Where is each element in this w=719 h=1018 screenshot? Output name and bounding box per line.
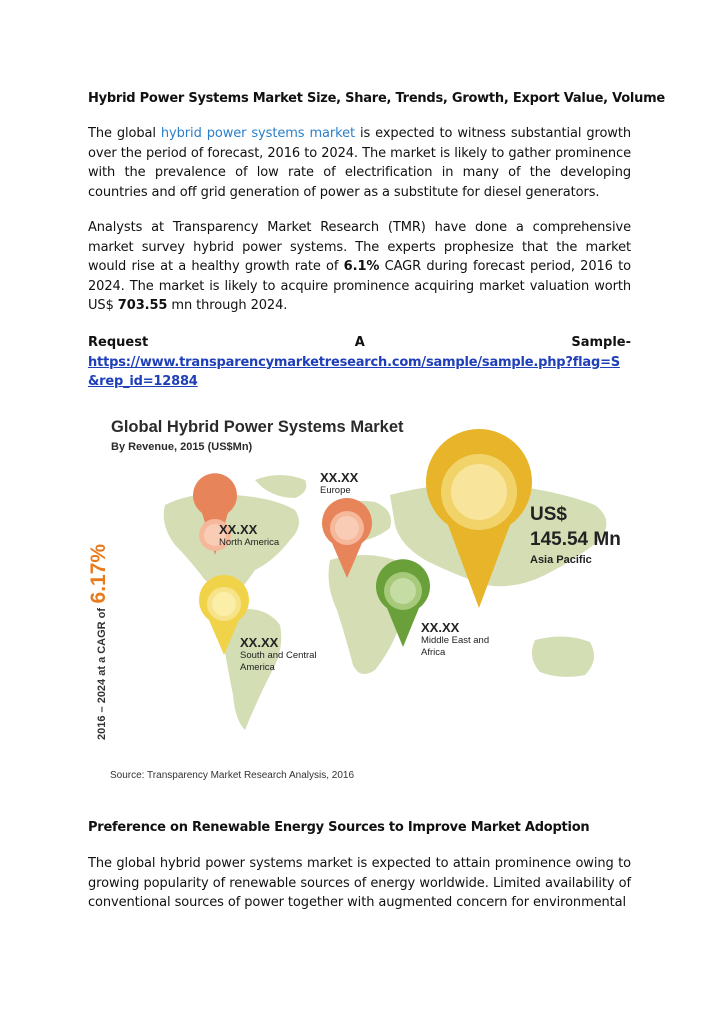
asia-currency: US$ <box>530 504 567 525</box>
cagr-value: 6.1% <box>343 259 380 274</box>
section-heading: Preference on Renewable Energy Sources to Improve Market Adoption <box>88 820 590 835</box>
label-south-america <box>240 635 350 674</box>
sample-word: Sample- <box>571 335 631 350</box>
asia-name: Asia Pacific <box>530 554 592 566</box>
sample-url-link[interactable]: https://www.transparencymarketresearch.com/sample/sample.php?flag=S&rep_id=12884 <box>88 354 620 389</box>
intro-paragraph <box>88 124 631 202</box>
request-line <box>88 333 631 353</box>
europe-name: Europe <box>320 485 351 496</box>
infographic-subtitle: By Revenue, 2015 (US$Mn) <box>111 441 253 453</box>
sample-request <box>88 333 631 392</box>
request-word: Request <box>88 335 149 350</box>
cagr-vertical-label <box>87 544 111 740</box>
infographic-source: Source: Transparency Market Research Analysis, 2016 <box>110 770 355 781</box>
label-north-america <box>219 522 279 549</box>
south-america-name: South and Central America <box>240 650 317 673</box>
europe-value: XX.XX <box>320 470 359 485</box>
north-america-name: North America <box>219 537 280 548</box>
cagr-big-value: 6.17% <box>87 543 110 604</box>
page-title: Hybrid Power Systems Market Size, Share, Trends, Growth, Export Value, Volume <box>88 91 665 106</box>
label-asia-pacific <box>530 502 621 568</box>
market-value: 703.55 <box>117 298 168 313</box>
mea-value: XX.XX <box>421 620 460 635</box>
label-middle-east-africa <box>421 620 491 659</box>
label-europe <box>320 470 358 497</box>
intro-text-end: is expected to witness substantial growth over the period of forecast, 2016 to 2024. The market is likely to gather prominence with the prevalence of low rate of electrification in many of the developing countries and off grid generation of power as a substitute for diesel generators. <box>88 126 631 200</box>
analysis-text-3: mn through 2024. <box>171 298 288 313</box>
asia-value: 145.54 Mn <box>530 529 621 550</box>
renewable-paragraph: The global hybrid power systems market is expected to attain prominence owing to growing popularity of renewable sources of energy worldwide. Limited availability of conventional sources of power together with augmented concern for environmental <box>88 856 631 910</box>
a-word: A <box>354 335 365 350</box>
north-america-value: XX.XX <box>219 522 258 537</box>
analysis-paragraph <box>88 218 631 316</box>
cagr-prefix: 2016 – 2024 at a CAGR of <box>96 607 108 740</box>
analysis-text-2: CAGR during forecast period, 2016 to 2024. The market is likely to acquire prominence acquiring market valuation worth US$ <box>88 259 631 313</box>
intro-text-start: The global <box>88 126 156 141</box>
world-map-graphic <box>105 410 645 790</box>
market-infographic <box>87 410 645 790</box>
market-link[interactable]: hybrid power systems market <box>160 126 355 141</box>
mea-name: Middle East and Africa <box>421 635 490 658</box>
analysis-text-1: Analysts at Transparency Market Research (TMR) have done a comprehensive market survey hybrid power systems. The experts prophesize that the market would rise at a healthy growth rate of <box>88 220 631 274</box>
south-america-value: XX.XX <box>240 635 279 650</box>
infographic-title: Global Hybrid Power Systems Market <box>111 418 404 436</box>
